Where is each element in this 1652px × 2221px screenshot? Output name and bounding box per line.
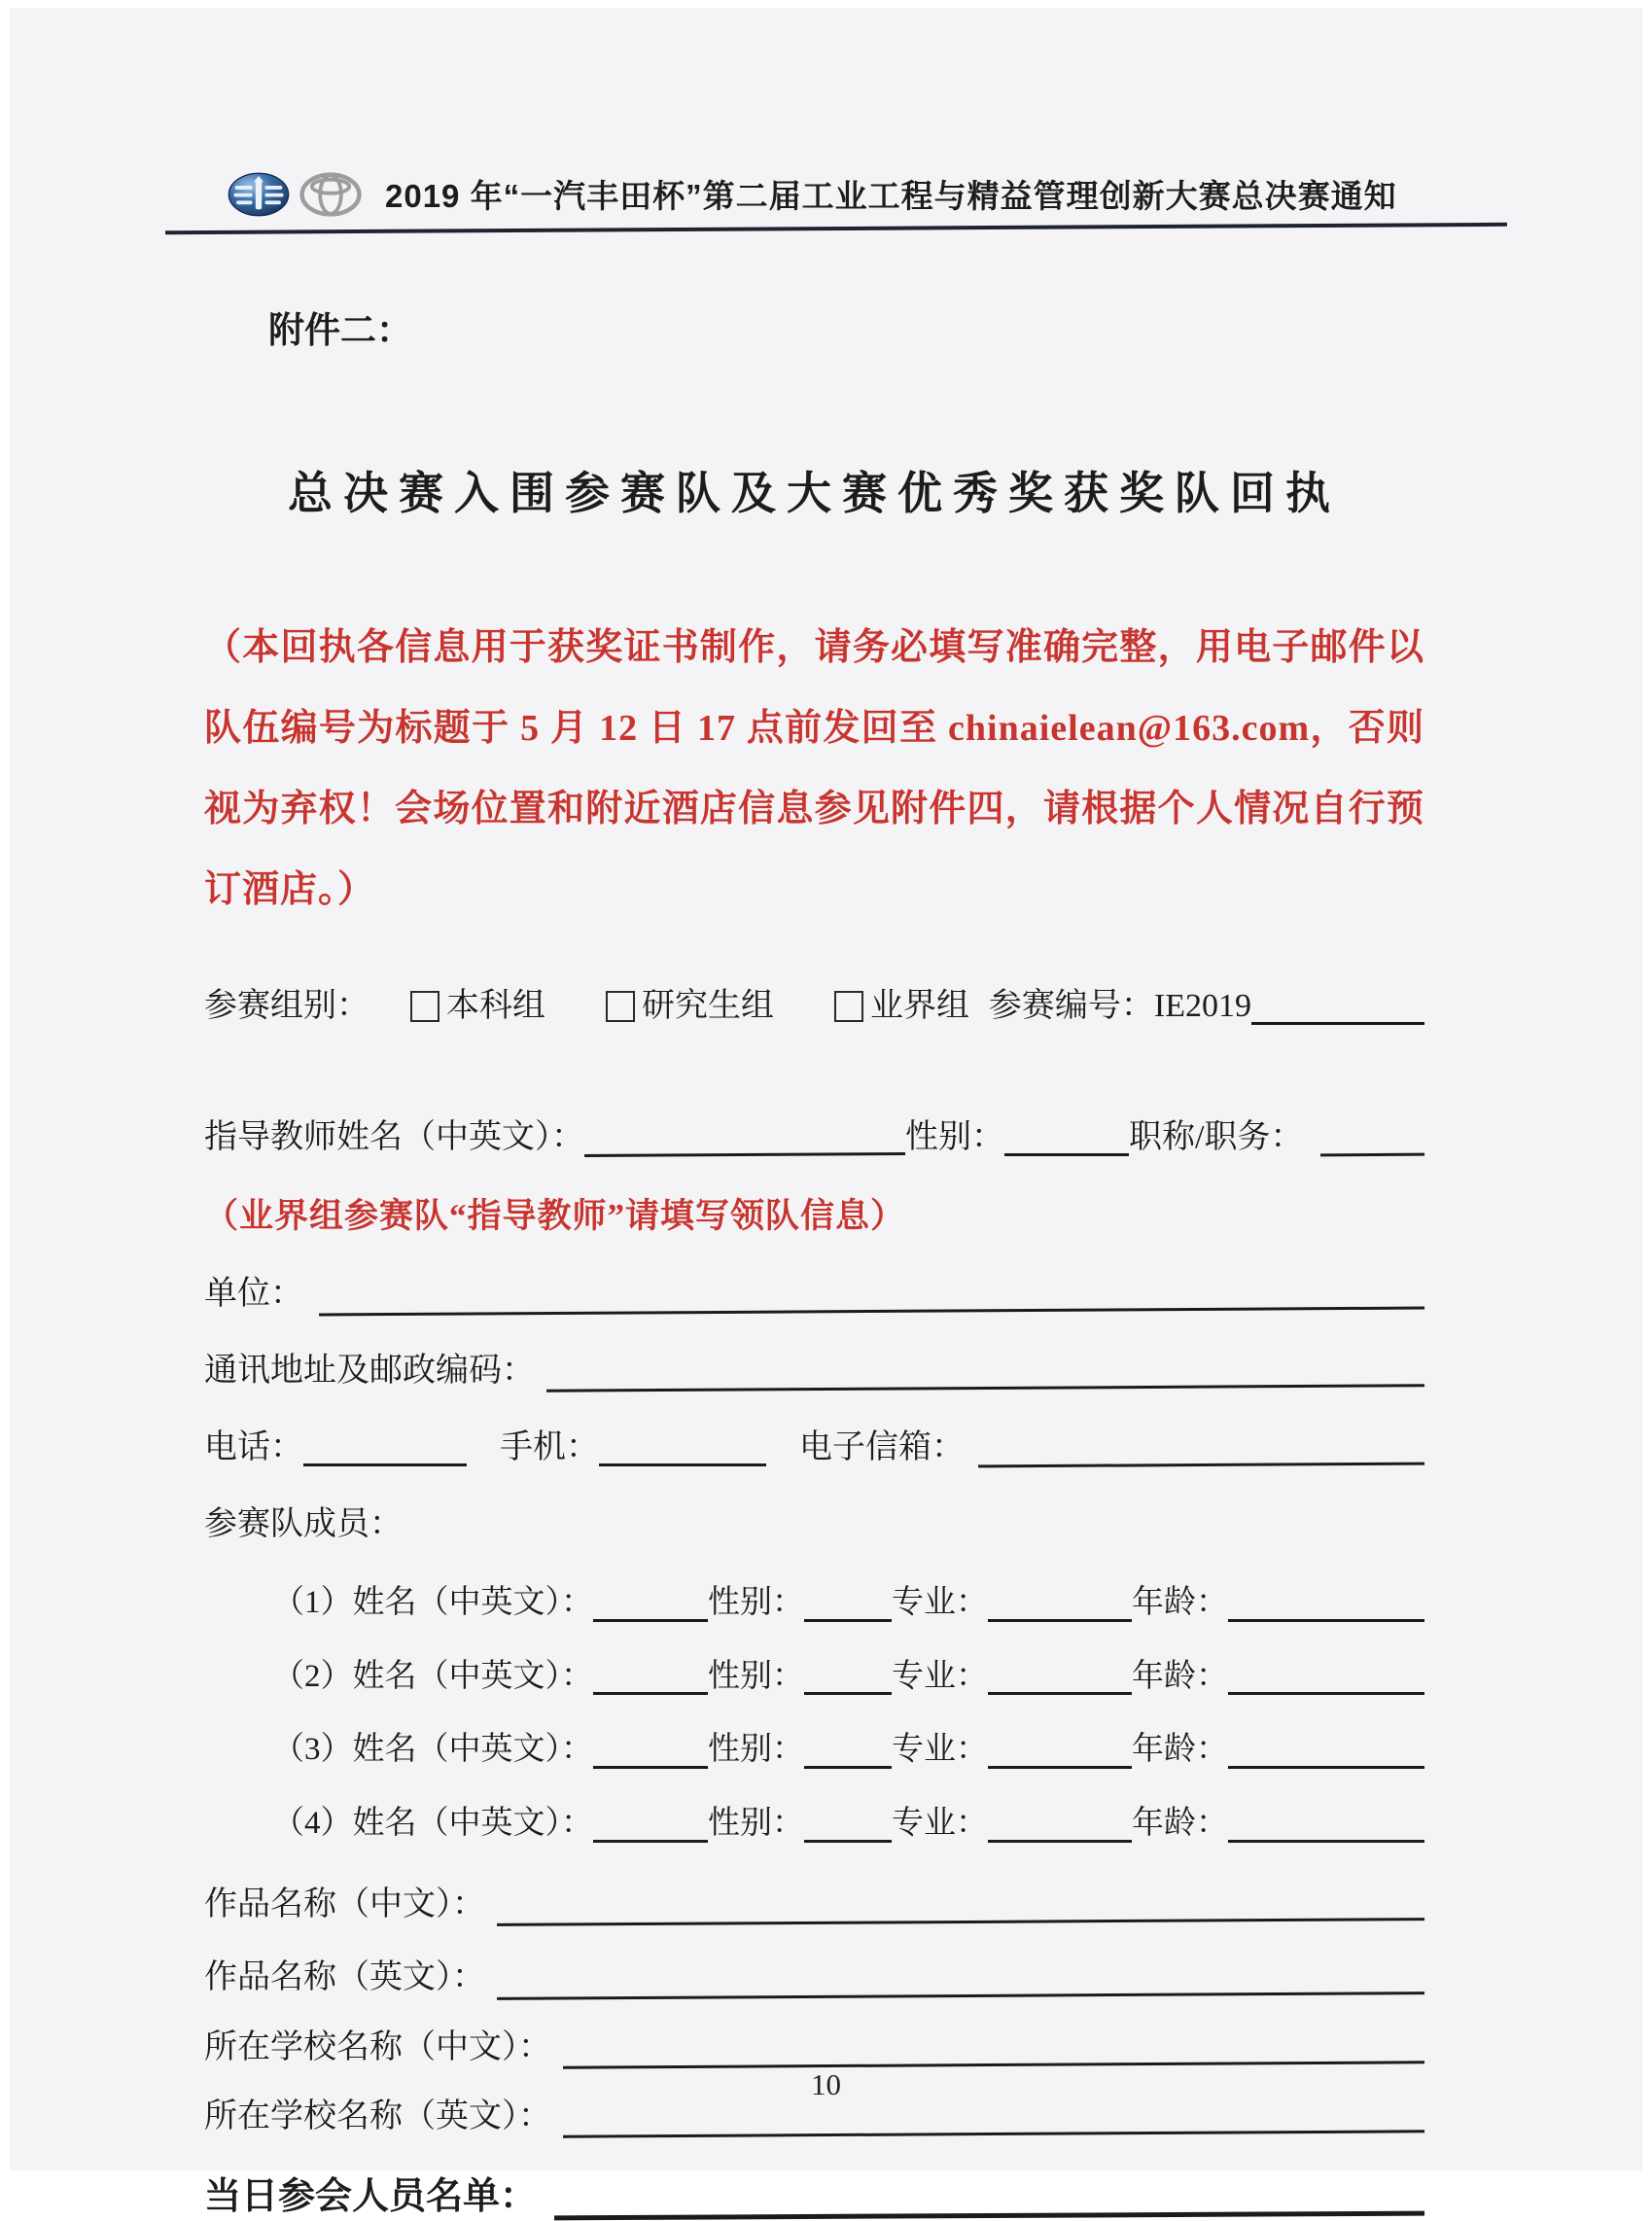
blank-line-phone [303, 1454, 467, 1466]
member-row [272, 1806, 1424, 1843]
blank-line-member-name [593, 1682, 708, 1695]
notice-paragraph: （本回执各信息用于获奖证书制作，请务必填写准确完整，用电子邮件以队伍编号为标题于 5 月 12 日 17 点前发回至 chinaielean@163.com，否则视为弃权！会场位置和附近酒店信息参见附件四，请根据个人情况自行预订酒店。） [204, 627, 1424, 910]
member-gender-label: 性别： [708, 1658, 804, 1694]
member-age-label: 年龄： [1132, 1732, 1228, 1768]
blank-line-member-gender [804, 1609, 892, 1622]
blank-line-member-major [988, 1682, 1132, 1695]
page-title: 总决赛入围参赛队及大赛优秀奖获奖队回执 [288, 469, 1341, 518]
blank-line-member-age [1228, 1830, 1424, 1843]
blank-line-member-age [1228, 1756, 1424, 1769]
mobile-label: 手机： [500, 1429, 599, 1466]
blank-line-member-gender [804, 1756, 892, 1769]
member-row [272, 1585, 1424, 1622]
blank-line-advisor-name [584, 1143, 905, 1157]
team-number-prefix: IE2019 [1153, 988, 1251, 1024]
advisor-row [204, 1118, 1424, 1156]
member-index: （4） [272, 1806, 353, 1842]
member-age-label: 年龄： [1132, 1584, 1228, 1620]
advisor-gender-label: 性别： [905, 1119, 1004, 1156]
blank-line-member-major [988, 1756, 1132, 1769]
member-gender-label: 性别： [708, 1584, 804, 1620]
member-name-label: 姓名（中英文）： [352, 1658, 593, 1694]
blank-line-unit [319, 1297, 1424, 1317]
blank-line-email [978, 1453, 1424, 1468]
attendees-label: 当日参会人员名单： [204, 2175, 538, 2217]
blank-line-work-title-cn [497, 1908, 1424, 1926]
faw-logo-icon [228, 172, 290, 217]
school-en-row [204, 2098, 1424, 2135]
option-industry-group [834, 987, 969, 1025]
contact-row [204, 1428, 1424, 1466]
address-row [204, 1352, 1424, 1390]
team-number-label: 参赛编号： [988, 988, 1154, 1024]
blank-line-work-title-en [497, 1982, 1424, 2000]
unit-label: 单位： [204, 1276, 303, 1313]
option-graduate-group [606, 987, 774, 1025]
group-label: 参赛组别： [204, 988, 369, 1024]
blank-line-member-gender [804, 1830, 892, 1843]
blank-line-school-en [563, 2120, 1424, 2137]
member-major-label: 专业： [892, 1732, 988, 1768]
member-major-label: 专业： [892, 1584, 988, 1620]
address-label: 通讯地址及邮政编码： [204, 1353, 535, 1390]
blank-line-advisor-gender [1004, 1144, 1129, 1156]
unit-row [204, 1275, 1424, 1313]
member-name-label: 姓名（中英文）： [352, 1732, 593, 1768]
option-label: 业界组 [870, 988, 969, 1024]
members-heading: 参赛队成员： [204, 1506, 403, 1543]
member-index: （1） [272, 1584, 353, 1620]
page-number: 10 [811, 2067, 841, 2101]
member-name-label: 姓名（中英文）： [352, 1584, 593, 1620]
advisor-note: （业界组参赛队“指导教师”请填写领队信息） [204, 1197, 906, 1236]
blank-line-member-name [593, 1609, 708, 1622]
member-row [272, 1659, 1424, 1696]
blank-line-member-age [1228, 1609, 1424, 1622]
school-cn-row [204, 2028, 1424, 2066]
member-major-label: 专业： [892, 1658, 988, 1694]
scanned-page [10, 8, 1642, 2217]
blank-line-advisor-title [1320, 1144, 1424, 1157]
blank-line-address [546, 1375, 1424, 1393]
attendees-row [204, 2176, 1424, 2219]
member-gender-label: 性别： [708, 1732, 804, 1768]
work-title-cn-label: 作品名称（中文）： [204, 1886, 485, 1923]
attachment-label: 附件二： [268, 310, 412, 350]
checkbox-undergraduate-icon [410, 991, 439, 1022]
option-label: 本科组 [446, 988, 545, 1024]
member-age-label: 年龄： [1132, 1658, 1228, 1694]
option-label: 研究生组 [642, 988, 774, 1024]
advisor-name-label: 指导教师姓名（中英文）： [204, 1119, 584, 1156]
option-undergraduate-group [410, 987, 545, 1025]
email-label: 电子信箱： [799, 1429, 965, 1466]
blank-line-school-cn [563, 2051, 1424, 2068]
blank-line-member-name [593, 1830, 708, 1843]
member-row [272, 1732, 1424, 1769]
school-cn-label: 所在学校名称（中文）： [204, 2028, 551, 2065]
member-major-label: 专业： [892, 1806, 988, 1842]
blank-line-member-major [988, 1609, 1132, 1622]
member-index: （2） [272, 1658, 353, 1694]
blank-line-member-name [593, 1756, 708, 1769]
member-name-label: 姓名（中英文）： [352, 1806, 593, 1842]
blank-line-member-major [988, 1830, 1132, 1843]
header-rule [165, 223, 1507, 234]
work-title-cn-row [204, 1886, 1424, 1923]
member-index: （3） [272, 1732, 353, 1768]
header-title: 2019 年“一汽丰田杯”第二届工业工程与精益管理创新大赛总决赛通知 [385, 178, 1397, 214]
blank-line-team-number [1251, 1012, 1424, 1025]
checkbox-industry-icon [834, 991, 863, 1022]
checkbox-graduate-icon [606, 991, 635, 1022]
phone-label: 电话： [204, 1429, 303, 1466]
school-en-label: 所在学校名称（英文）： [204, 2098, 551, 2134]
blank-line-member-gender [804, 1682, 892, 1695]
toyota-logo-icon [299, 172, 362, 217]
member-age-label: 年龄： [1132, 1806, 1228, 1842]
advisor-title-label: 职称/职务： [1129, 1119, 1304, 1156]
work-title-en-row [204, 1958, 1424, 1996]
blank-line-attendees [554, 2202, 1424, 2221]
work-title-en-label: 作品名称（英文）： [204, 1959, 485, 1996]
page-header [228, 171, 1424, 217]
blank-line-member-age [1228, 1682, 1424, 1695]
group-row [204, 987, 1424, 1025]
blank-line-mobile [599, 1454, 766, 1466]
member-gender-label: 性别： [708, 1806, 804, 1842]
